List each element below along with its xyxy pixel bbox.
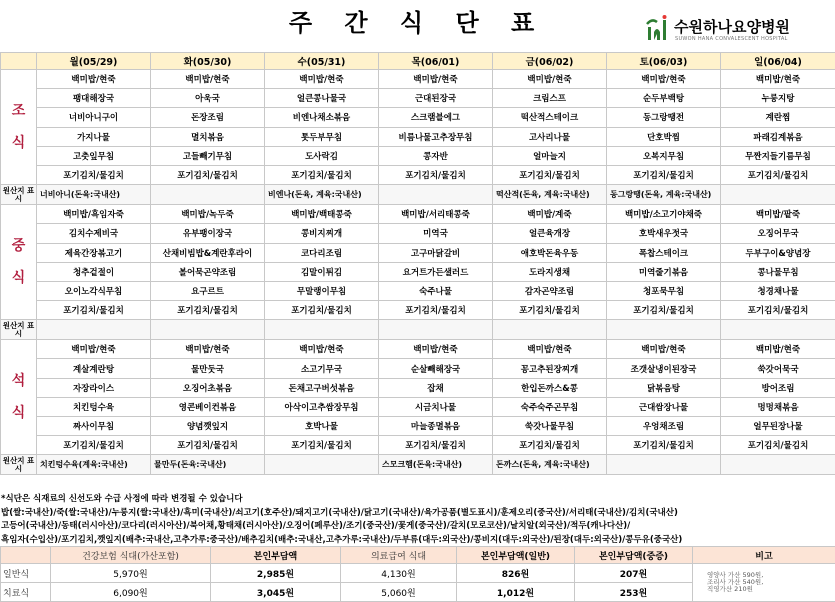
menu-item: 청추겉절이 bbox=[37, 262, 151, 281]
origin-row bbox=[1, 455, 835, 475]
cost-cell: 3,045원 bbox=[211, 583, 341, 602]
origin-label: 원산지 표시 bbox=[1, 320, 37, 340]
day-header: 수(05/31) bbox=[265, 53, 379, 70]
menu-item: 쑥갓나물무침 bbox=[493, 417, 607, 436]
origin-info: 비엔나(돈육, 계육:국내산) bbox=[265, 185, 379, 205]
origin-info: 너비아니(돈육:국내산) bbox=[37, 185, 151, 205]
cost-note-line: 영양사 가산 590원, bbox=[707, 572, 835, 579]
origin-info bbox=[379, 320, 493, 340]
menu-item: 포기김치/물김치 bbox=[265, 301, 379, 320]
cost-cell: 5,060원 bbox=[341, 583, 457, 602]
menu-item: 백미밥/현죽 bbox=[37, 70, 151, 89]
menu-item: 백미밥/현죽 bbox=[379, 340, 493, 359]
menu-item: 두부구이&양념장 bbox=[721, 243, 835, 262]
menu-item: 백미밥/계죽 bbox=[493, 205, 607, 224]
cost-cell: 5,970원 bbox=[51, 564, 211, 583]
menu-item: 김치수제비국 bbox=[37, 224, 151, 243]
menu-row bbox=[1, 281, 835, 300]
menu-item: 근대된장국 bbox=[379, 89, 493, 108]
menu-item: 근대쌈장나물 bbox=[607, 397, 721, 416]
menu-row bbox=[1, 89, 835, 108]
menu-item: 방어조림 bbox=[721, 378, 835, 397]
menu-item: 돈장조림 bbox=[151, 108, 265, 127]
origin-info bbox=[151, 320, 265, 340]
menu-item: 팽대해장국 bbox=[37, 89, 151, 108]
origin-info bbox=[151, 185, 265, 205]
menu-item: 백미밥/현죽 bbox=[607, 70, 721, 89]
menu-item: 포기김치/물김치 bbox=[37, 436, 151, 455]
menu-row bbox=[1, 108, 835, 127]
menu-item: 고들빼기무침 bbox=[151, 146, 265, 165]
cost-cell: 253원 bbox=[575, 583, 693, 602]
menu-item: 가지나물 bbox=[37, 127, 151, 146]
menu-item: 도라지생채 bbox=[493, 262, 607, 281]
menu-item: 콩나물무침 bbox=[721, 262, 835, 281]
menu-item: 포기김치/물김치 bbox=[379, 165, 493, 184]
menu-item: 얼큰콩나물국 bbox=[265, 89, 379, 108]
origin-info bbox=[265, 320, 379, 340]
menu-item: 호박나물 bbox=[265, 417, 379, 436]
day-header: 월(05/29) bbox=[37, 53, 151, 70]
origin-info: 치킨텅수육(계육:국내산) bbox=[37, 455, 151, 475]
menu-item: 멸치볶음 bbox=[151, 127, 265, 146]
menu-item: 백미밥/현죽 bbox=[721, 70, 835, 89]
menu-item: 단호박찜 bbox=[607, 127, 721, 146]
menu-item: 파래김계볶음 bbox=[721, 127, 835, 146]
menu-row bbox=[1, 417, 835, 436]
menu-item: 짜사이무침 bbox=[37, 417, 151, 436]
note-line: 고등어(국내산)/동태(러시아산)/코다리(러시아산)/북어채,황태채(러시아산)/오징어(페루산)/조기(중국산)/꽃게(중국산)/갈치(모로코산)/날치알(외국산)/적두(캐나다산)/ bbox=[0, 520, 835, 534]
origin-row bbox=[1, 320, 835, 340]
menu-item: 요구르트 bbox=[151, 281, 265, 300]
corner-cell bbox=[1, 53, 37, 70]
menu-item: 영콘베이컨볶음 bbox=[151, 397, 265, 416]
menu-item: 우엉채조림 bbox=[607, 417, 721, 436]
menu-item: 무말랭이무침 bbox=[265, 281, 379, 300]
menu-row bbox=[1, 301, 835, 320]
cost-cell: 4,130원 bbox=[341, 564, 457, 583]
menu-item: 청포묵무침 bbox=[607, 281, 721, 300]
menu-item: 얼큰육개장 bbox=[493, 224, 607, 243]
menu-item: 아삭이고추쌈장무침 bbox=[265, 397, 379, 416]
cost-header-cell: 건강보험 식대(가산포함) bbox=[51, 547, 211, 564]
menu-item: 숙주숙주곤무침 bbox=[493, 397, 607, 416]
menu-item: 백미밥/흑임자죽 bbox=[37, 205, 151, 224]
menu-row bbox=[1, 340, 835, 359]
note-line: 밥(쌀:국내산)/죽(쌀:국내산)/누룽지(쌀:국내산)/흑미(국내산)/쇠고기(호주산)/돼지고기(국내산)/닭고기(국내산)/육가공품(별도표시)/훈제오리(중국산)/서리태(국내산)/김치(국내산) bbox=[0, 507, 835, 521]
menu-row bbox=[1, 397, 835, 416]
origin-info bbox=[607, 320, 721, 340]
menu-item: 톳두부무침 bbox=[265, 127, 379, 146]
menu-item: 포기김치/물김치 bbox=[493, 301, 607, 320]
menu-item: 멍멍채볶음 bbox=[721, 397, 835, 416]
menu-item: 아욱국 bbox=[151, 89, 265, 108]
menu-item: 백미밥/현죽 bbox=[493, 340, 607, 359]
cost-note bbox=[693, 564, 835, 602]
menu-item: 포기김치/물김치 bbox=[265, 436, 379, 455]
hospital-name-english: SUWON HANA CONVALESCENT HOSPITAL bbox=[675, 36, 788, 42]
menu-item: 미역줄기볶음 bbox=[607, 262, 721, 281]
origin-info bbox=[37, 320, 151, 340]
origin-info bbox=[721, 455, 835, 475]
cost-cell: 6,090원 bbox=[51, 583, 211, 602]
menu-item: 소고기무국 bbox=[265, 359, 379, 378]
day-header: 일(06/04) bbox=[721, 53, 835, 70]
cost-note-line: 조리사 가산 540원, bbox=[707, 579, 835, 586]
menu-item: 미역국 bbox=[379, 224, 493, 243]
page-title: 주 간 식 단 표 bbox=[0, 0, 835, 46]
menu-row bbox=[1, 165, 835, 184]
menu-item: 자장라이스 bbox=[37, 378, 151, 397]
menu-row bbox=[1, 70, 835, 89]
day-header: 금(06/02) bbox=[493, 53, 607, 70]
menu-item: 쑥갓어묵국 bbox=[721, 359, 835, 378]
menu-item: 유부팽이장국 bbox=[151, 224, 265, 243]
menu-item: 포기김치/물김치 bbox=[721, 436, 835, 455]
cost-cell: 2,985원 bbox=[211, 564, 341, 583]
hospital-name: 수원하나요양병원 bbox=[674, 16, 790, 37]
origin-info bbox=[721, 185, 835, 205]
origin-info bbox=[607, 455, 721, 475]
menu-item: 고구마닭갈비 bbox=[379, 243, 493, 262]
menu-item: 백미밥/현죽 bbox=[379, 70, 493, 89]
menu-item: 오징어무국 bbox=[721, 224, 835, 243]
menu-item: 포기김치/물김치 bbox=[37, 301, 151, 320]
menu-item: 순살빼해장국 bbox=[379, 359, 493, 378]
menu-row bbox=[1, 127, 835, 146]
cost-header-row bbox=[1, 547, 835, 564]
origin-info: 돈까스(돈육, 계육:국내산) bbox=[493, 455, 607, 475]
menu-item: 백미밥/현죽 bbox=[37, 340, 151, 359]
cost-header-cell: 본인부담액(일반) bbox=[457, 547, 575, 564]
note-line: *식단은 식재료의 신선도와 수급 사정에 따라 변경될 수 있습니다 bbox=[0, 493, 835, 507]
menu-item: 콩비지찌개 bbox=[265, 224, 379, 243]
menu-item: 오징어초볶음 bbox=[151, 378, 265, 397]
menu-item: 얼마늘지 bbox=[493, 146, 607, 165]
menu-item: 닭볶음탕 bbox=[607, 378, 721, 397]
menu-item: 양념깻잎지 bbox=[151, 417, 265, 436]
menu-item: 청경채나물 bbox=[721, 281, 835, 300]
menu-row bbox=[1, 243, 835, 262]
menu-item: 감자곤약조림 bbox=[493, 281, 607, 300]
menu-item: 누룽지탕 bbox=[721, 89, 835, 108]
menu-item: 포기김치/물김치 bbox=[265, 165, 379, 184]
menu-item: 백미밥/서리태콩죽 bbox=[379, 205, 493, 224]
day-header: 화(05/30) bbox=[151, 53, 265, 70]
menu-item: 백미밥/현죽 bbox=[493, 70, 607, 89]
menu-row bbox=[1, 262, 835, 281]
menu-item: 백미밥/현죽 bbox=[721, 340, 835, 359]
menu-item: 계란찜 bbox=[721, 108, 835, 127]
menu-item: 호박새우젓국 bbox=[607, 224, 721, 243]
menu-item: 숙주나물 bbox=[379, 281, 493, 300]
menu-item: 순두부백탕 bbox=[607, 89, 721, 108]
cost-cell: 826원 bbox=[457, 564, 575, 583]
origin-info bbox=[265, 455, 379, 475]
menu-item: 포기김치/물김치 bbox=[379, 436, 493, 455]
menu-item: 백미밥/현죽 bbox=[151, 340, 265, 359]
origin-info: 스모크햄(돈육:국내산) bbox=[379, 455, 493, 475]
menu-item: 잡채 bbox=[379, 378, 493, 397]
menu-item: 볼어묵곤약조림 bbox=[151, 262, 265, 281]
menu-item: 제육간장볶고기 bbox=[37, 243, 151, 262]
menu-item: 포기김치/물김치 bbox=[721, 165, 835, 184]
menu-item: 포기김치/물김치 bbox=[37, 165, 151, 184]
menu-item: 백미밥/소고기야채죽 bbox=[607, 205, 721, 224]
note-line: 흑임자(수입산)/포기김치,깻잎지(배추:국내산,고추가루:중국산)/배추김치(배추:국내산,고추가루:국내산)/두부류(대두:외국산)/콩비지(대두:외국산)/된장(대두:외국산)/콩두유(중국산) bbox=[0, 534, 835, 548]
cost-header-cell: 비고 bbox=[693, 547, 835, 564]
menu-item: 포기김치/물김치 bbox=[493, 165, 607, 184]
day-header: 토(06/03) bbox=[607, 53, 721, 70]
notes-section bbox=[0, 493, 835, 547]
menu-item: 김말이튀김 bbox=[265, 262, 379, 281]
menu-item: 애호박돈육우동 bbox=[493, 243, 607, 262]
menu-item: 오복지무침 bbox=[607, 146, 721, 165]
menu-item: 크림스프 bbox=[493, 89, 607, 108]
cost-cell: 1,012원 bbox=[457, 583, 575, 602]
menu-item: 너비아니구이 bbox=[37, 108, 151, 127]
menu-item: 백미밥/현죽 bbox=[151, 70, 265, 89]
menu-item: 폭찹스테이크 bbox=[607, 243, 721, 262]
cost-header-cell: 본인부담액 bbox=[211, 547, 341, 564]
cost-row-label: 치료식 bbox=[1, 583, 51, 602]
menu-item: 포기김치/물김치 bbox=[721, 301, 835, 320]
menu-item: 꽁고추된장찌개 bbox=[493, 359, 607, 378]
cost-header-cell: 본인부담액(중증) bbox=[575, 547, 693, 564]
meal-cost-table bbox=[0, 546, 835, 602]
menu-item: 조갯살냉이된장국 bbox=[607, 359, 721, 378]
menu-item: 물만둣국 bbox=[151, 359, 265, 378]
origin-info: 떡산적(돈육, 계육:국내산) bbox=[493, 185, 607, 205]
menu-item: 포기김치/물김치 bbox=[493, 436, 607, 455]
menu-row bbox=[1, 359, 835, 378]
menu-item: 고춧잎무침 bbox=[37, 146, 151, 165]
menu-row bbox=[1, 436, 835, 455]
menu-item: 포기김치/물김치 bbox=[151, 436, 265, 455]
menu-item: 백미밥/현죽 bbox=[265, 70, 379, 89]
day-header-row bbox=[1, 53, 835, 70]
menu-item: 한입돈까스&콩 bbox=[493, 378, 607, 397]
menu-item: 코다리조림 bbox=[265, 243, 379, 262]
menu-item: 고사리나물 bbox=[493, 127, 607, 146]
day-header: 목(06/01) bbox=[379, 53, 493, 70]
menu-item: 동그랑땡전 bbox=[607, 108, 721, 127]
menu-item: 포기김치/물김치 bbox=[379, 301, 493, 320]
menu-item: 계살계란탕 bbox=[37, 359, 151, 378]
hospital-logo-icon bbox=[644, 14, 670, 42]
cost-header-cell: 의료급여 식대 bbox=[341, 547, 457, 564]
origin-row bbox=[1, 185, 835, 205]
menu-item: 포기김치/물김치 bbox=[607, 301, 721, 320]
origin-info bbox=[379, 185, 493, 205]
menu-item: 떡산적스테이크 bbox=[493, 108, 607, 127]
menu-row bbox=[1, 378, 835, 397]
menu-item: 무짠지들기름무침 bbox=[721, 146, 835, 165]
menu-item: 비름나물고추장무침 bbox=[379, 127, 493, 146]
cost-header-cell bbox=[1, 547, 51, 564]
menu-item: 치킨텅수육 bbox=[37, 397, 151, 416]
origin-info: 동그랑땡(돈육, 계육:국내산) bbox=[607, 185, 721, 205]
menu-row bbox=[1, 146, 835, 165]
menu-row bbox=[1, 205, 835, 224]
hospital-logo bbox=[644, 14, 834, 46]
meal-label: 중 식 bbox=[1, 205, 37, 320]
origin-label: 원산지 표시 bbox=[1, 185, 37, 205]
cost-note-line: 직영가산 210원 bbox=[707, 586, 835, 593]
origin-info bbox=[721, 320, 835, 340]
menu-item: 백미밥/녹두죽 bbox=[151, 205, 265, 224]
cost-row-general bbox=[1, 564, 835, 583]
meal-label: 조 식 bbox=[1, 70, 37, 185]
menu-item: 산채비빔밥&계란후라이 bbox=[151, 243, 265, 262]
origin-info: 물만두(돈육:국내산) bbox=[151, 455, 265, 475]
menu-table bbox=[0, 52, 835, 475]
cost-row-label: 일반식 bbox=[1, 564, 51, 583]
menu-item: 포기김치/물김치 bbox=[151, 301, 265, 320]
menu-item: 돈채고구버섯볶음 bbox=[265, 378, 379, 397]
menu-item: 비엔나채소볶음 bbox=[265, 108, 379, 127]
meal-label: 석 식 bbox=[1, 340, 37, 455]
menu-item: 백미밥/현죽 bbox=[607, 340, 721, 359]
menu-item: 마늘종멸볶음 bbox=[379, 417, 493, 436]
origin-info bbox=[493, 320, 607, 340]
menu-item: 얼무된장나물 bbox=[721, 417, 835, 436]
menu-item: 포기김치/물김치 bbox=[607, 165, 721, 184]
menu-item: 스크램블에그 bbox=[379, 108, 493, 127]
menu-row bbox=[1, 224, 835, 243]
menu-item: 오이노각식무침 bbox=[37, 281, 151, 300]
menu-item: 콩자반 bbox=[379, 146, 493, 165]
cost-cell: 207원 bbox=[575, 564, 693, 583]
menu-item: 요거트가든샐러드 bbox=[379, 262, 493, 281]
origin-label: 원산지 표시 bbox=[1, 455, 37, 475]
menu-item: 도사락김 bbox=[265, 146, 379, 165]
menu-item: 포기김치/물김치 bbox=[607, 436, 721, 455]
menu-item: 백미밥/팥죽 bbox=[721, 205, 835, 224]
menu-item: 백미밥/현죽 bbox=[265, 340, 379, 359]
menu-item: 시금치나물 bbox=[379, 397, 493, 416]
menu-item: 포기김치/물김치 bbox=[151, 165, 265, 184]
menu-item: 백미밥/백태콩죽 bbox=[265, 205, 379, 224]
